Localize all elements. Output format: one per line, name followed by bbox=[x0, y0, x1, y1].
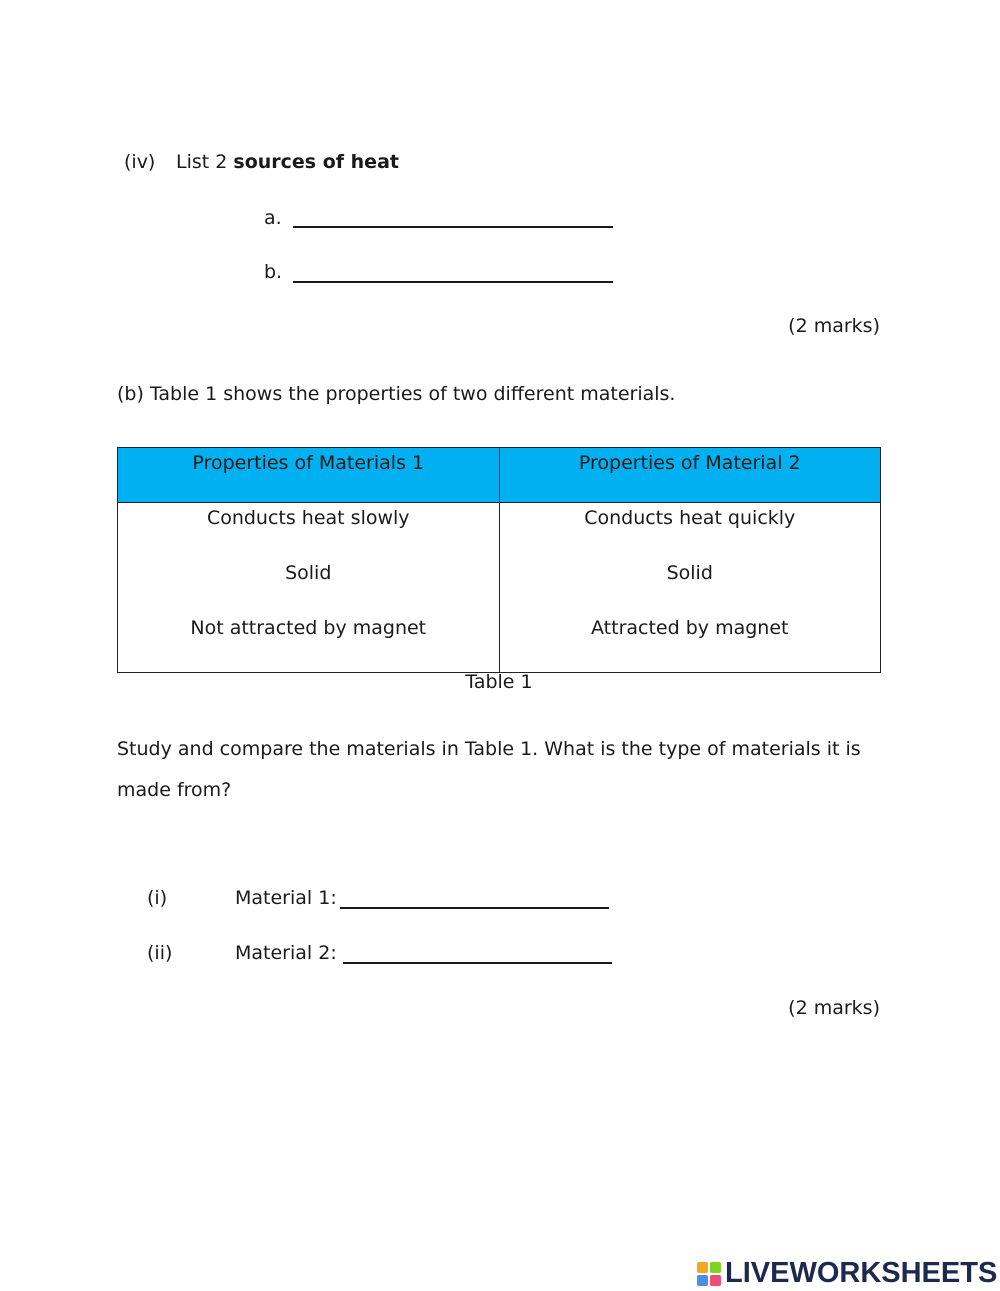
property-item: Not attracted by magnet bbox=[190, 617, 427, 639]
property-item: Solid bbox=[285, 562, 332, 584]
answer-a-input[interactable] bbox=[293, 226, 613, 228]
question-number: (iv) bbox=[124, 151, 156, 173]
marks-label: (2 marks) bbox=[788, 997, 880, 1019]
logo-icon bbox=[697, 1262, 721, 1286]
table-header-material-2: Properties of Material 2 bbox=[499, 448, 881, 503]
material-1-input[interactable] bbox=[340, 907, 609, 909]
answer-b-input[interactable] bbox=[293, 281, 613, 283]
table-caption: Table 1 bbox=[465, 671, 533, 693]
material-1-number: (i) bbox=[147, 887, 168, 909]
material-2-number: (ii) bbox=[147, 942, 173, 964]
material-1-label: Material 1: bbox=[235, 887, 337, 909]
question-text-line-2: made from? bbox=[117, 779, 232, 801]
materials-table bbox=[117, 447, 881, 673]
question-text-plain: List 2 bbox=[176, 151, 234, 173]
part-b-intro: (b) Table 1 shows the properties of two different materials. bbox=[117, 383, 676, 405]
property-item: Solid bbox=[666, 562, 713, 584]
question-text bbox=[176, 151, 399, 173]
material-2-properties bbox=[499, 503, 881, 673]
logo-tile bbox=[710, 1262, 721, 1273]
table-header-material-1: Properties of Materials 1 bbox=[118, 448, 500, 503]
marks-label: (2 marks) bbox=[788, 315, 880, 337]
logo-text: LIVEWORKSHEETS bbox=[725, 1257, 998, 1289]
table-row bbox=[118, 503, 881, 673]
material-2-input[interactable] bbox=[343, 962, 612, 964]
logo-tile bbox=[697, 1262, 708, 1273]
material-1-properties bbox=[118, 503, 500, 673]
answer-a-label: a. bbox=[264, 207, 282, 229]
question-text-line-1: Study and compare the materials in Table 1. What is the type of materials it is bbox=[117, 738, 861, 760]
question-text-bold: sources of heat bbox=[233, 151, 399, 173]
material-2-label: Material 2: bbox=[235, 942, 337, 964]
property-item: Conducts heat quickly bbox=[584, 507, 796, 529]
table-header-row bbox=[118, 448, 881, 503]
liveworksheets-logo bbox=[697, 1257, 997, 1290]
answer-b-label: b. bbox=[264, 261, 283, 283]
property-item: Attracted by magnet bbox=[591, 617, 789, 639]
logo-tile bbox=[710, 1275, 721, 1286]
logo-tile bbox=[697, 1275, 708, 1286]
property-item: Conducts heat slowly bbox=[206, 507, 410, 529]
